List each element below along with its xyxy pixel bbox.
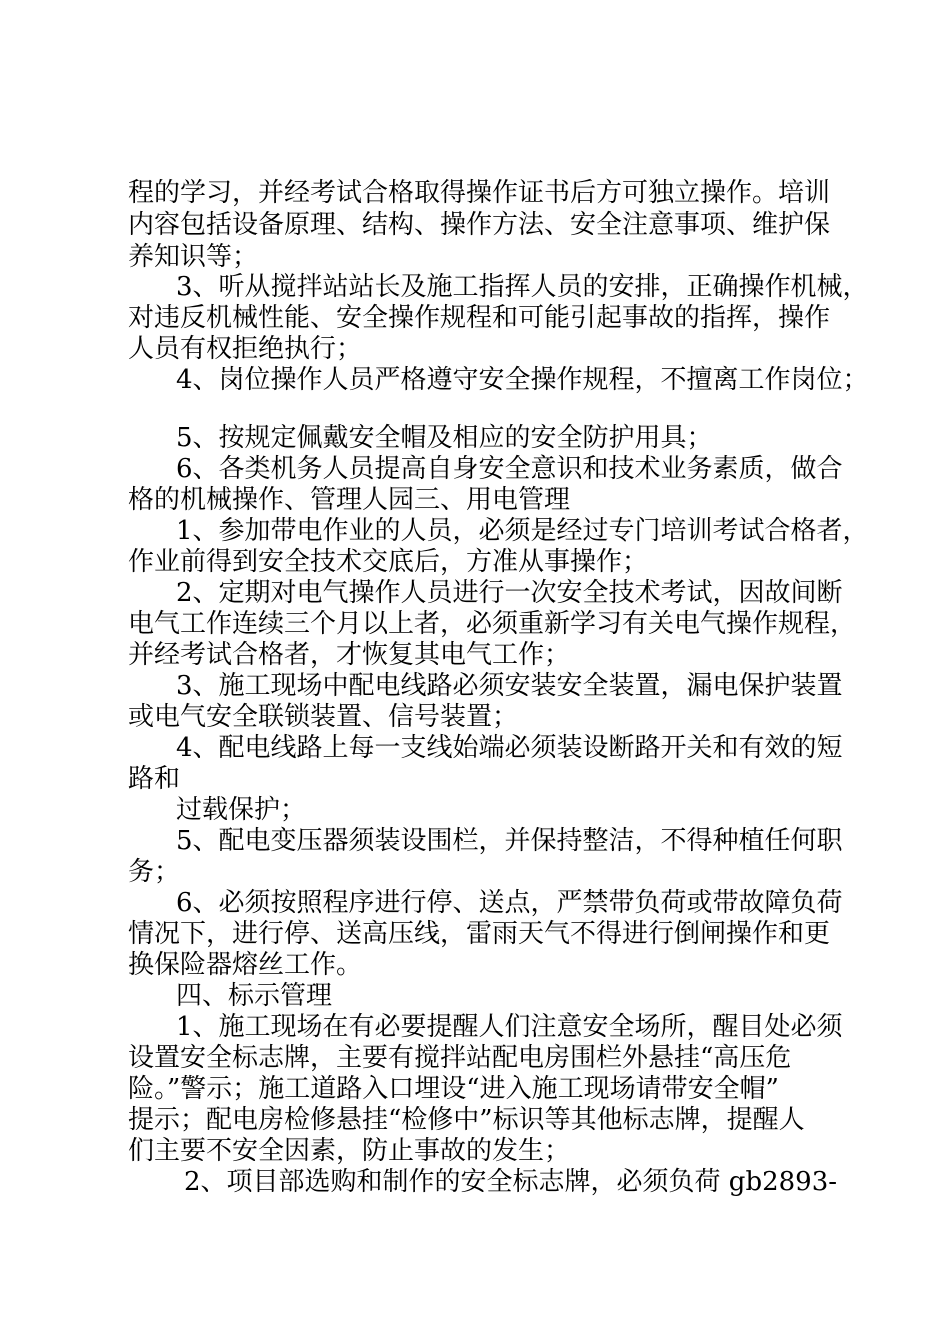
text-line: 们主要不安全因素，防止事故的发生；: [128, 1136, 571, 1166]
text-line: 程的学习，并经考试合格取得操作证书后方可独立操作。培训: [128, 178, 831, 208]
text-line: 4、岗位操作人员严格遵守安全操作规程，不擅离工作岗位；: [176, 365, 869, 395]
text-line: 3、施工现场中配电线路必须安装安全装置，漏电保护装置: [176, 671, 843, 701]
section-heading: 四、标示管理: [176, 981, 333, 1011]
text-line: 对违反机械性能、安全操作规程和可能引起事故的指挥，操作: [128, 303, 831, 333]
text-line: 4、配电线路上每一支线始端必须装设断路开关和有效的短: [176, 733, 843, 763]
text-line: 3、听从搅拌站站长及施工指挥人员的安排，正确操作机械，: [176, 272, 869, 302]
text-line: 人员有权拒绝执行；: [128, 334, 363, 364]
text-line: 养知识等；: [128, 242, 259, 272]
text-line: 换保险器熔丝工作。: [128, 950, 363, 980]
text-line: 情况下，进行停、送高压线，雷雨天气不得进行倒闸操作和更: [128, 919, 831, 949]
text-line: 1、施工现场在有必要提醒人们注意安全场所，醒目处必须: [176, 1012, 843, 1042]
text-line: 路和: [128, 764, 181, 794]
text-line: 过载保护；: [176, 795, 307, 825]
text-line: 险。”警示；施工道路入口埋设“进入施工现场请带安全帽”: [128, 1074, 779, 1104]
text-line: 2、定期对电气操作人员进行一次安全技术考试，因故间断: [176, 578, 843, 608]
text-line: 5、按规定佩戴安全帽及相应的安全防护用具；: [176, 423, 713, 453]
text-line: 格的机械操作、管理人园三、用电管理: [128, 485, 571, 515]
text-line: 1、参加带电作业的人员，必须是经过专门培训考试合格者，: [176, 516, 869, 546]
text-line: 内容包括设备原理、结构、操作方法、安全注意事项、维护保: [128, 210, 831, 240]
text-line: 务；: [128, 857, 181, 887]
text-line: 设置安全标志牌，主要有搅拌站配电房围栏外悬挂“高压危: [128, 1043, 792, 1073]
text-line: 或电气安全联锁装置、信号装置；: [128, 702, 519, 732]
text-line: 并经考试合格者，才恢复其电气工作；: [128, 640, 571, 670]
text-line: 6、必须按照程序进行停、送点，严禁带负荷或带故障负荷: [176, 888, 843, 918]
text-line: 作业前得到安全技术交底后，方准从事操作；: [128, 547, 649, 577]
text-line: 6、各类机务人员提高自身安全意识和技术业务素质，做合: [176, 454, 843, 484]
text-line: 电气工作连续三个月以上者，必须重新学习有关电气操作规程，: [128, 609, 857, 639]
text-line: 2、项目部选购和制作的安全标志牌，必须负荷 gb2893-: [184, 1167, 838, 1197]
text-line: 5、配电变压器须装设围栏，并保持整洁，不得种植任何职: [176, 826, 843, 856]
text-line: 提示；配电房检修悬挂“检修中”标识等其他标志牌，提醒人: [128, 1105, 805, 1135]
